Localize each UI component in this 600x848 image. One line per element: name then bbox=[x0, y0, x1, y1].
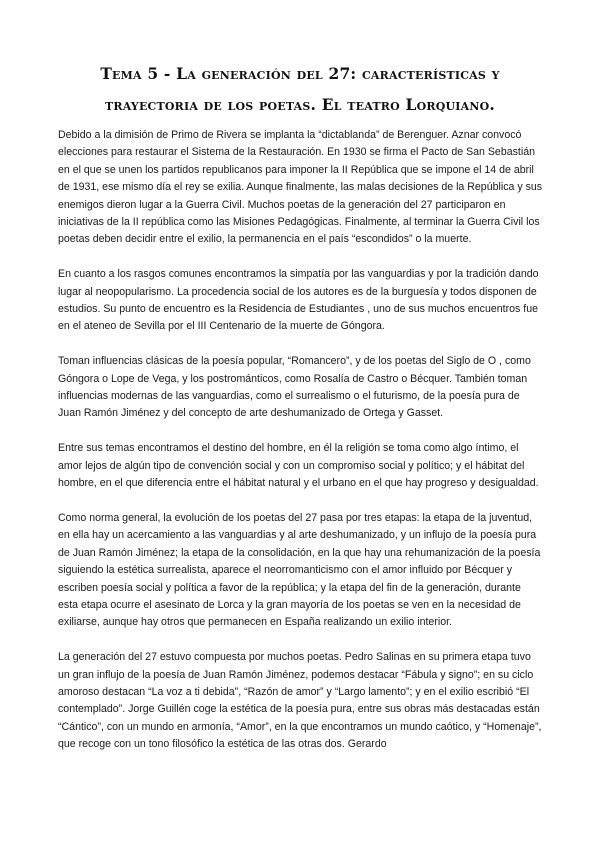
paragraph-influences: Toman influencias clásicas de la poesía popular, “Romancero”, y de los poetas del Siglo de O , como Góngora o Lope de Vega, y los postrománticos, como Rosalía de Castro o Bécquer. También toman influencias modernas de las vanguardias, como el surrealismo o el futurismo, de la poesía pura de Juan Ramón Jiménez y del concepto de arte deshumanizado de Ortega y Gasset. bbox=[58, 355, 531, 420]
document-body bbox=[58, 127, 543, 771]
paragraph-themes: Entre sus temas encontramos el destino del hombre, en él la religión se toma como algo íntimo, el amor lejos de algún tipo de convención social y con un compromiso social y político; y el hábitat del hombre, en el que diferencia entre el hábitat natural y el urbano en el que hay progreso y desigualdad. bbox=[58, 442, 539, 490]
paragraph-evolution: Como norma general, la evolución de los poetas del 27 pasa por tres etapas: la etapa de la juventud, en ella hay un acercamiento a las vanguardias y al arte deshumanizado, y un influjo de la poesía pura de Juan Ramón Jiménez; la etapa de la consolidación, en la que hay una rehumanización de la poesía siguiendo la estética surrealista, aparece el neorromanticismo con el amor influido por Bécquer y escriben poesía social y política a favor de la república; y la etapa del fin de la generación, durante esta etapa ocurre el asesinato de Lorca y la gran mayoría de los poetas se ven en la necesidad de exiliarse, aunque hay otros que permanecen en España realizando un exilio interior. bbox=[58, 511, 541, 629]
document-title: Tema 5 - La generación del 27: características y trayectoria de los poetas. El teatro Lorquiano. bbox=[100, 64, 500, 114]
paragraph-common-traits: En cuanto a los rasgos comunes encontramos la simpatía por las vanguardias y por la tradición dando lugar al neopopularismo. La procedencia social de los autores es de la burguesía y todos disponen de estudios. Su punto de encuentro es la Residencia de Estudiantes , uno de sus muchos encuentros fue en el ateneo de Sevilla por el III Centenario de la muerte de Góngora. bbox=[58, 268, 539, 333]
paragraph-historical-context: Debido a la dimisión de Primo de Rivera se implanta la “dictablanda” de Berenguer. Aznar convocó elecciones para restaurar el Sistema de la Restauración. En 1930 se firma el Pacto de San Sebastián en el que se unen los partidos republicanos para imponer la II República que se impone el 14 de abril de 1931, ese mismo día el rey se exilia. Aunque finalmente, las malas decisiones de la República y sus enemigos dieron lugar a la Guerra Civil. Muchos poetas de la generación del 27 participaron en iniciativas de la II república como las Misiones Pedagógicas. Finalmente, al terminar la Guerra Civil los poetas deben decidir entre el exilio, la permanencia en el país “escondidos” o la muerte. bbox=[58, 129, 543, 246]
paragraph-poets: La generación del 27 estuvo compuesta por muchos poetas. Pedro Salinas en su primera etapa tuvo un gran influjo de la poesía de Juan Ramón Jiménez, podemos destacar “Fábula y signo”; en su ciclo amoroso destacan “La voz a ti debida”, “Razón de amor” y “Largo lamento”; y en el exilio escribió “El contemplado”. Jorge Guillén coge la estética de la poesía pura, entre sus obras más destacadas están “Cántico”, con un mundo en armonía, “Amor”, en la que encontramos un mundo caótico, y “Homenaje”, que recoge con un tono filosófico la estética de las otras dos. Gerardo bbox=[58, 651, 542, 751]
